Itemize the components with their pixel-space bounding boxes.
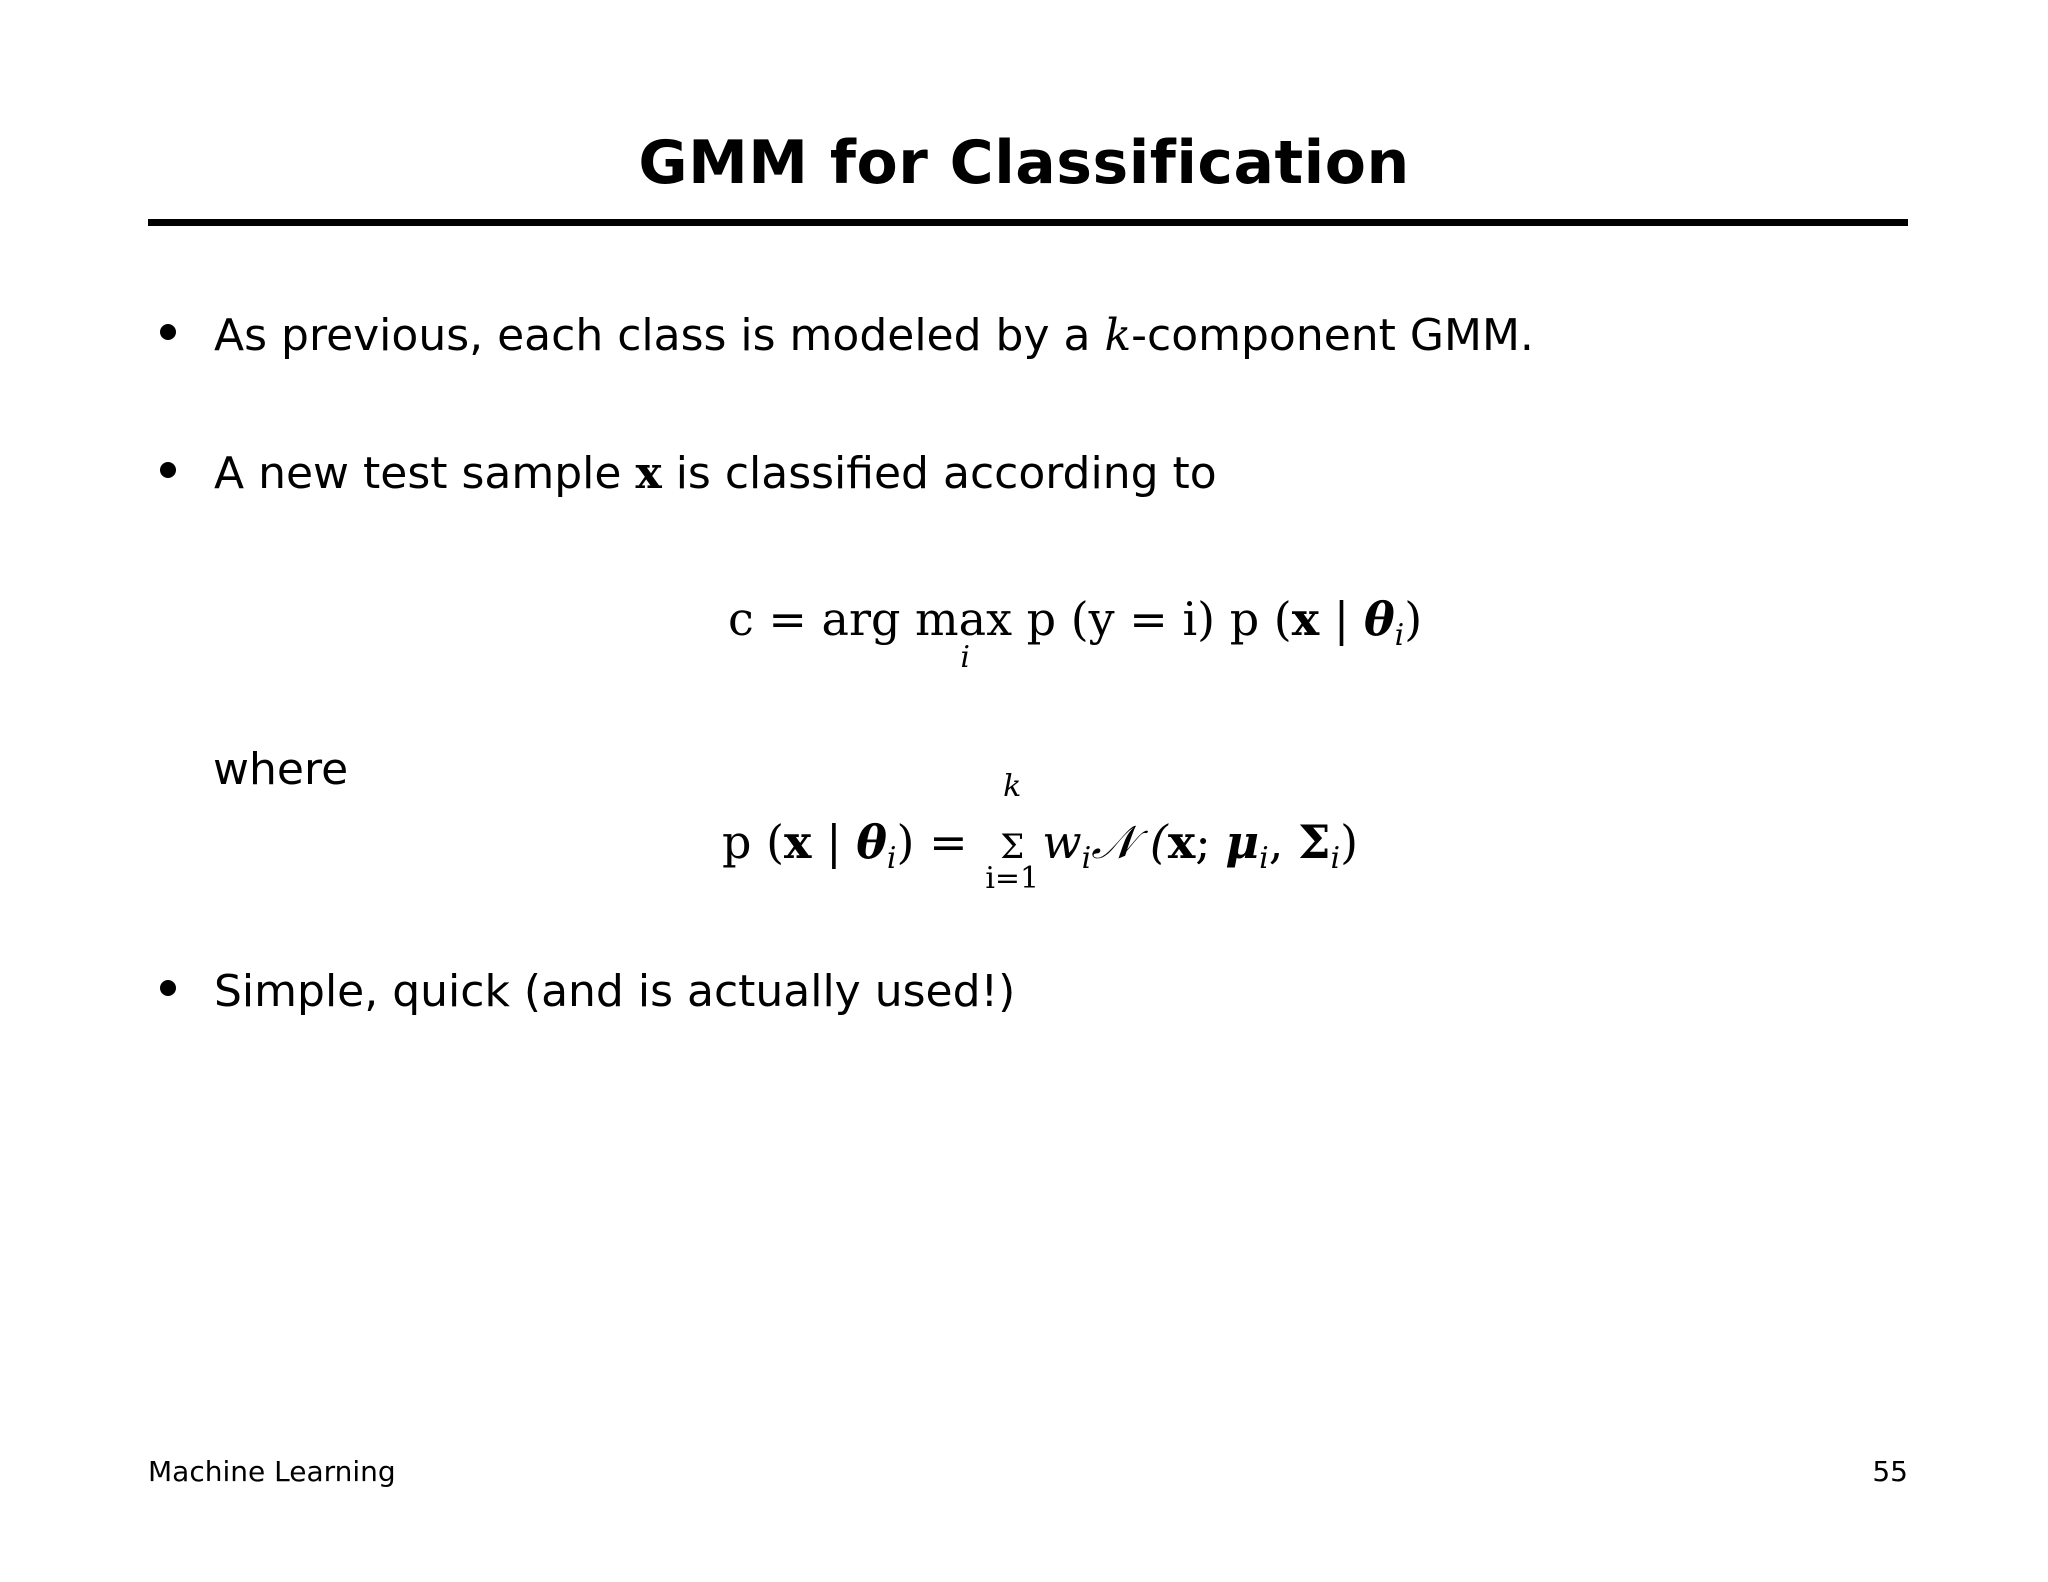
equation-2-x2: x	[1167, 815, 1196, 869]
equation-2-mu-sub: i	[1259, 841, 1269, 876]
equation-2-close: )	[1340, 815, 1359, 869]
equation-2-lhs-close: ) =	[896, 815, 983, 869]
equation-2-sigma-sub: i	[1330, 841, 1341, 876]
bullet-dot-icon	[160, 980, 176, 996]
equation-2-bar: |	[811, 815, 857, 869]
argmax-operator	[728, 592, 1013, 675]
equation-1-lhs: c = arg max	[728, 592, 1013, 646]
footer-course-title: Machine Learning	[148, 1455, 396, 1488]
equation-2-theta: θ	[856, 815, 887, 869]
bullet-item-3	[160, 966, 1016, 1017]
equation-2-mu: μ	[1225, 815, 1260, 869]
where-label: where	[213, 744, 349, 795]
equation-2-theta-sub: i	[886, 841, 897, 876]
equation-2-semicolon: ;	[1195, 815, 1226, 869]
equation-1-bar: |	[1319, 592, 1364, 646]
summation-upper-limit: k	[1003, 769, 1022, 804]
equation-2-weight-sub: i	[1081, 841, 1092, 876]
bullet-1-var-k: k	[1104, 310, 1132, 361]
bullet-3-text: Simple, quick (and is actually used!)	[214, 966, 1016, 1017]
footer-page-number: 55	[1872, 1455, 1908, 1488]
bullet-2-var-x: x	[635, 448, 662, 499]
equation-1-rhs: p (y = i) p (	[1012, 592, 1292, 646]
bullet-dot-icon	[160, 462, 176, 478]
title-divider	[148, 219, 1908, 226]
equation-2-comma: ,	[1268, 815, 1298, 869]
equation-2-normal: 𝒩 (	[1091, 815, 1168, 869]
equation-1-theta: θ	[1363, 592, 1395, 646]
bullet-item-2	[160, 448, 1217, 499]
equation-2-sigma: Σ	[1297, 815, 1331, 869]
equation-2-lhs: p (	[722, 815, 785, 869]
equation-1-theta-sub: i	[1394, 618, 1405, 653]
argmax-subscript: i	[960, 640, 971, 675]
equation-2-x: x	[784, 815, 812, 869]
slide-title: GMM for Classification	[638, 128, 1410, 198]
bullet-dot-icon	[160, 324, 176, 340]
summation-symbol: Σ	[1000, 827, 1025, 867]
bullet-1-text-a: As previous, each class is modeled by a	[214, 310, 1105, 361]
equation-1-x: x	[1291, 592, 1320, 646]
bullet-item-1	[160, 310, 1534, 361]
equation-2-weight: w	[1042, 815, 1082, 869]
bullet-2-text-b: is classified according to	[661, 448, 1217, 499]
classification-equation	[728, 592, 1423, 675]
summation-lower-limit: i=1	[985, 861, 1040, 896]
mixture-equation	[722, 769, 1359, 896]
summation-operator	[982, 769, 1042, 896]
bullet-2-text-a: A new test sample	[214, 448, 636, 499]
bullet-1-text-b: -component GMM.	[1131, 310, 1534, 361]
equation-1-close: )	[1404, 592, 1423, 646]
